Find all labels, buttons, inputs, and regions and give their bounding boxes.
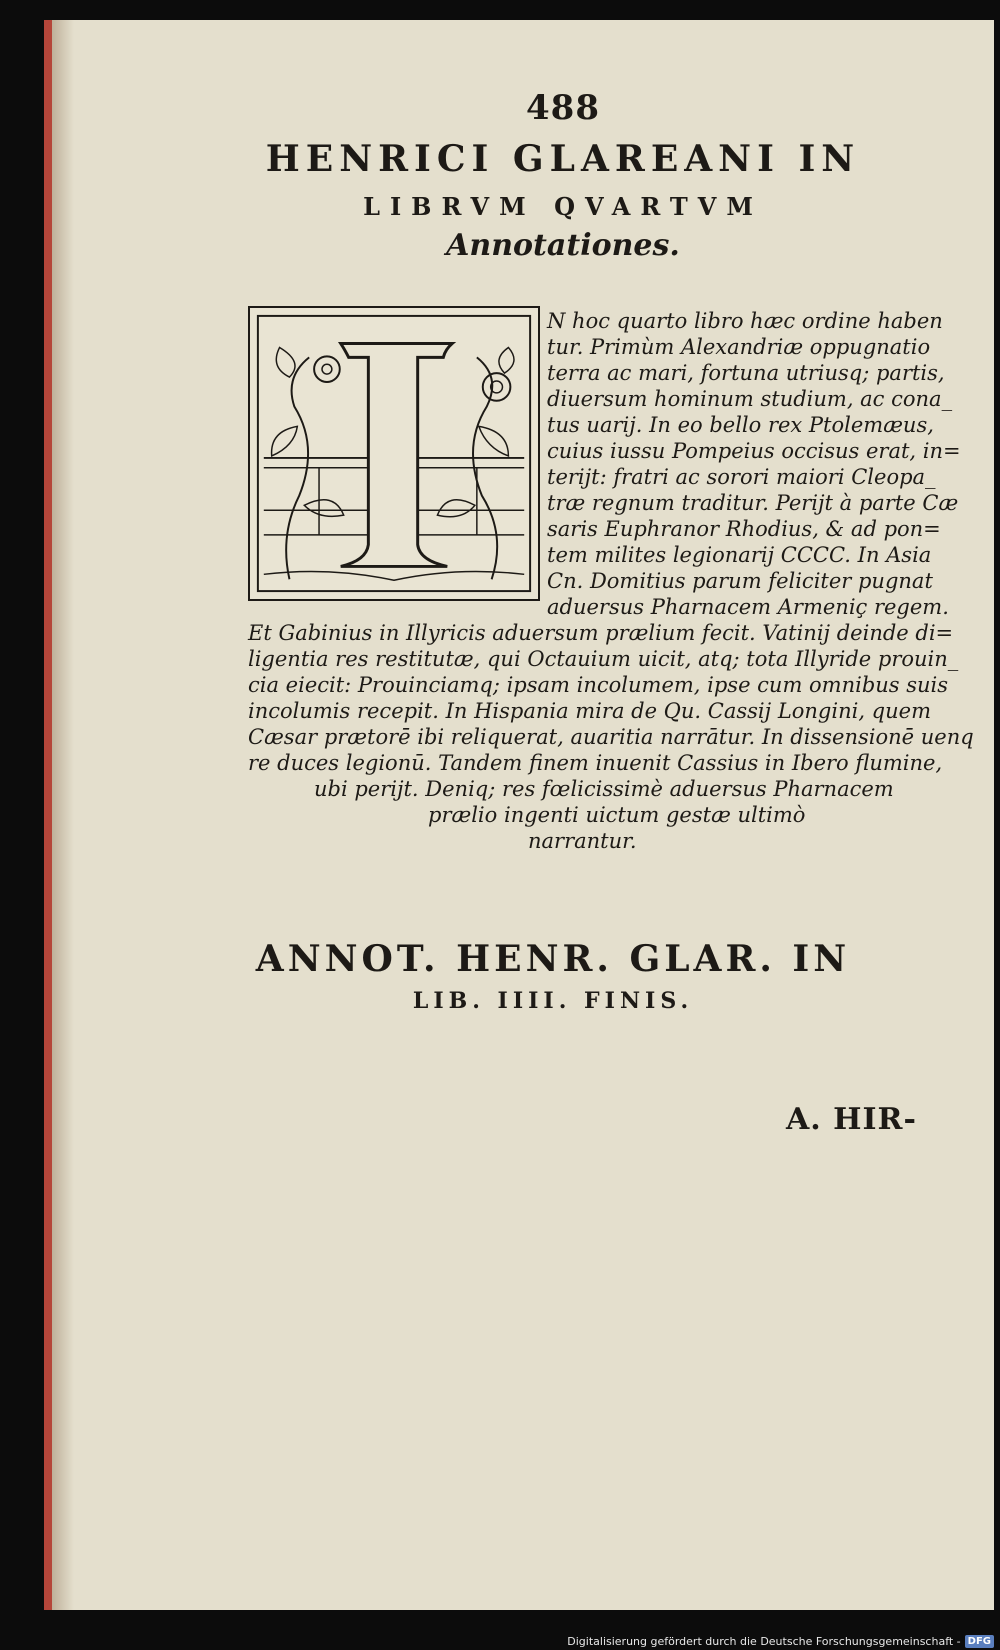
text-line: træ regnum traditur. Perijt à parte Cæ [547,491,959,515]
text-line: narrantur. [528,829,637,853]
text-line: Cæsar prætorē ibi reliquerat, auaritia narrātur. In dissensionē uenq [248,725,974,749]
text-line: diuersum hominum studium, ac cona_ [547,387,953,411]
page-content [52,20,994,1610]
text-line: re duces legionū. Tandem finem inuenit Cassius in Ibero flumine, [248,751,943,775]
footer-text: Digitalisierung gefördert durch die Deutsche Forschungsgemeinschaft - [567,1635,961,1648]
book-page [44,20,994,1610]
page-number: 488 [526,88,600,128]
closing-finis: LIB. IIII. FINIS. [412,988,694,1014]
text-line: tus uarij. In eo bello rex Ptolemæus, [547,413,934,437]
text-line: ubi perijt. Deniq; res fœlicissimè aduersus Pharnacem [314,777,894,801]
decorated-initial-i [248,306,540,601]
text-line: terijt: fratri ac sorori maiori Cleopa_ [547,465,936,489]
catchword: A. HIR- [786,1102,917,1137]
text-line: cia eiecit: Prouinciamq; ipsam incolumem, ipse cum omnibus suis [248,673,949,697]
text-line: cuius iussu Pompeius occisus erat, in= [547,439,961,463]
text-line: tur. Primùm Alexandriæ oppugnatio [547,335,931,359]
dfg-logo-icon: DFG [965,1635,994,1648]
header-title: HENRICI GLAREANI IN [265,138,861,180]
closing-title: ANNOT. HENR. GLAR. IN [255,938,851,980]
woodcut-letter-i-icon [250,308,538,599]
text-line: Et Gabinius in Illyricis aduersum prælium fecit. Vatinij deinde di= [248,621,954,645]
text-line: prælio ingenti uictum gestæ ultimò [428,803,806,827]
text-line: saris Euphranor Rhodius, & ad pon= [547,517,941,541]
text-line: N hoc quarto libro hæc ordine haben [547,309,943,333]
text-line: tem milites legionarij CCCC. In Asia [547,543,932,567]
text-line: incolumis recepit. In Hispania mira de Qu. Cassij Longini, quem [248,699,931,723]
text-line: ligentia res restitutæ, qui Octauium uicit, atq; tota Illyride prouin_ [248,647,959,671]
header-annotationes: Annotationes. [446,228,680,263]
header-subtitle: LIBRVM QVARTVM [363,192,763,221]
text-line: terra ac mari, fortuna utriusq; partis, [547,361,945,385]
text-line: Cn. Domitius parum feliciter pugnat [547,569,933,593]
digitization-footer [567,1635,994,1648]
text-line: aduersus Pharnacem Armeniç regem. [547,595,949,619]
